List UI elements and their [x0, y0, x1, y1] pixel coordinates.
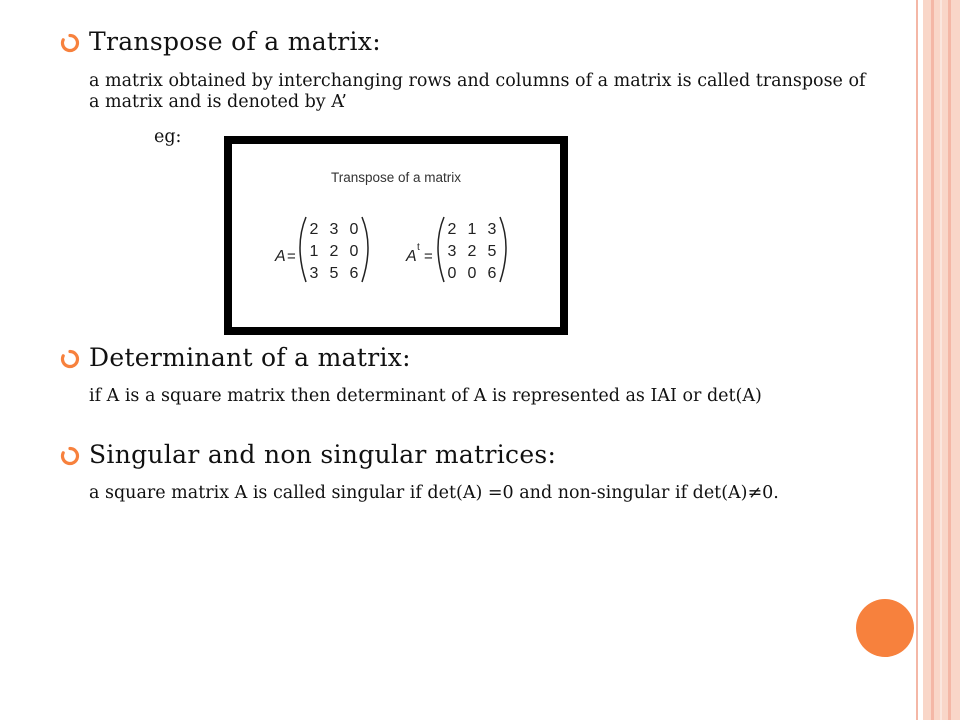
- matrix-at-cell: 3: [447, 243, 457, 260]
- transpose-example-image: [224, 136, 568, 335]
- matrix-at-cell: 2: [467, 243, 477, 260]
- border-stripe: [948, 0, 951, 720]
- matrix-a-cell: 0: [349, 243, 359, 260]
- matrix-at-right-bracket: [500, 217, 506, 282]
- section-heading-transpose: Transpose of a matrix:: [89, 27, 381, 56]
- matrix-a-cell: 2: [329, 243, 339, 260]
- matrix-at-cell: 2: [447, 221, 457, 238]
- section-body-transpose: a matrix obtained by interchanging rows and columns of a matrix is called transpose of a matrix and is denoted by A’: [89, 71, 866, 112]
- border-stripe: [940, 0, 942, 720]
- matrix-at-label: A: [406, 248, 417, 265]
- section-heading-determinant: Determinant of a matrix:: [89, 343, 411, 372]
- example-label: eg:: [154, 127, 182, 147]
- matrix-a-cell: 2: [309, 221, 319, 238]
- border-stripe: [931, 0, 934, 720]
- matrix-a-cell: 3: [309, 265, 319, 282]
- matrix-at-equals: =: [424, 248, 433, 265]
- example-title: Transpose of a matrix: [330, 170, 462, 185]
- bullet-icon: [60, 446, 80, 466]
- matrix-a-left-bracket: [300, 217, 306, 282]
- matrix-at-cell: 1: [467, 221, 477, 238]
- section-heading-singular: Singular and non singular matrices:: [89, 440, 557, 469]
- matrix-a-cell: 3: [329, 221, 339, 238]
- bullet-icon: [60, 349, 80, 369]
- matrix-at-cell: 0: [467, 265, 477, 282]
- matrix-at-cell: 5: [487, 243, 497, 260]
- matrix-at-cell: 0: [447, 265, 457, 282]
- matrix-at-cell: 6: [487, 265, 497, 282]
- matrix-a-equals: =: [287, 248, 296, 265]
- matrix-example-figure: [232, 144, 560, 327]
- bullet-icon: [60, 33, 80, 53]
- accent-circle: [856, 599, 914, 657]
- matrix-a-cell: 0: [349, 221, 359, 238]
- section-body-singular: a square matrix A is called singular if det(A) =0 and non-singular if det(A)≠0.: [89, 483, 779, 503]
- matrix-at-left-bracket: [438, 217, 444, 282]
- border-line: [916, 0, 918, 720]
- matrix-a-right-bracket: [362, 217, 368, 282]
- section-body-determinant: if A is a square matrix then determinant of A is represented as IAI or det(A): [89, 386, 762, 406]
- matrix-at-superscript: t: [417, 242, 420, 253]
- matrix-at-cell: 3: [487, 221, 497, 238]
- matrix-a-label: A: [275, 248, 286, 265]
- matrix-a-cell: 5: [329, 265, 339, 282]
- matrix-a-cell: 6: [349, 265, 359, 282]
- matrix-a-cell: 1: [309, 243, 319, 260]
